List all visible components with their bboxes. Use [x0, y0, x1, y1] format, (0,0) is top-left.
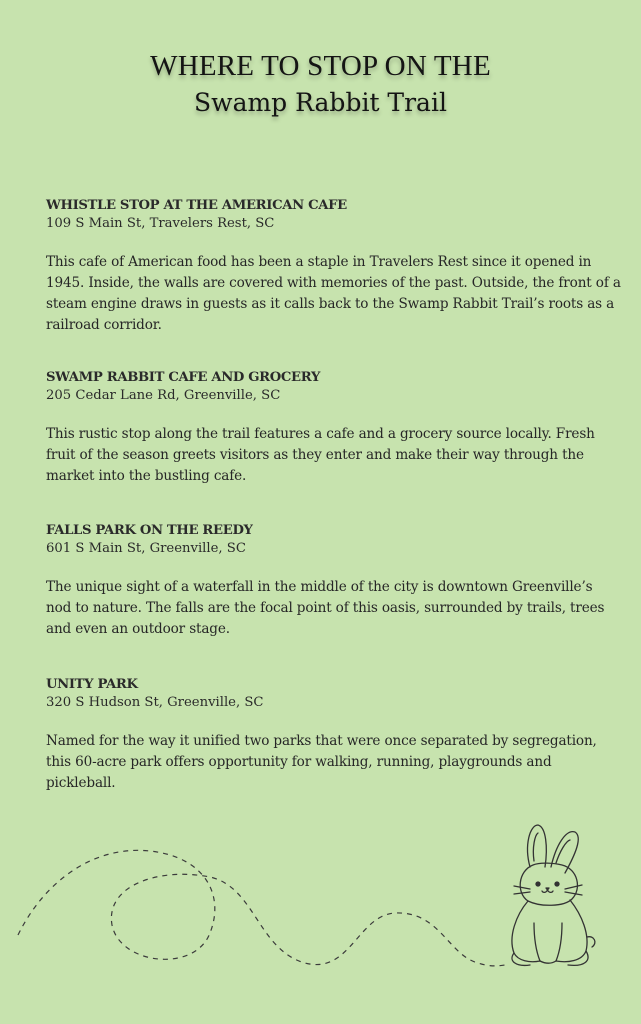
- stop-address: 601 S Main St, Greenville, SC: [46, 541, 246, 556]
- trail-illustration: [0, 815, 641, 985]
- stop-description: The unique sight of a waterfall in the middle of the city is downtown Greenville’s nod to nature. The falls are the focal point of this oasis, surrounded by trails, trees and even an outdoor stage.: [46, 579, 605, 637]
- stop-falls-park: [46, 522, 621, 640]
- title-line-2: Swamp Rabbit Trail: [194, 88, 447, 117]
- stop-swamp-rabbit-cafe: [46, 369, 621, 487]
- dashed-trail-line: [18, 850, 505, 966]
- stop-name: FALLS PARK ON THE REEDY: [46, 523, 253, 538]
- stop-address: 109 S Main St, Travelers Rest, SC: [46, 216, 275, 231]
- stop-description: This cafe of American food has been a staple in Travelers Rest since it opened in 1945. Inside, the walls are covered with memories of the past. Outside, the front of a steam engine draws in guests as it calls back to the Swamp Rabbit Trail’s roots as a railroad corridor.: [46, 254, 621, 333]
- rabbit-icon: [512, 825, 595, 965]
- stop-name: UNITY PARK: [46, 677, 138, 692]
- page-title: [0, 48, 641, 122]
- stop-unity-park: [46, 676, 621, 794]
- stop-whistle-stop: [46, 197, 621, 336]
- stop-description: This rustic stop along the trail features a cafe and a grocery source locally. Fresh fruit of the season greets visitors as they enter and make their way through the market into the bustling cafe.: [46, 426, 595, 484]
- stop-address: 205 Cedar Lane Rd, Greenville, SC: [46, 388, 281, 403]
- stop-description: Named for the way it unified two parks that were once separated by segregation, this 60-acre park offers opportunity for walking, running, playgrounds and pickleball.: [46, 733, 597, 791]
- stop-address: 320 S Hudson St, Greenville, SC: [46, 695, 264, 710]
- stop-name: WHISTLE STOP AT THE AMERICAN CAFE: [46, 198, 347, 213]
- stop-name: SWAMP RABBIT CAFE AND GROCERY: [46, 370, 321, 385]
- title-line-1: WHERE TO STOP ON THE: [150, 50, 491, 82]
